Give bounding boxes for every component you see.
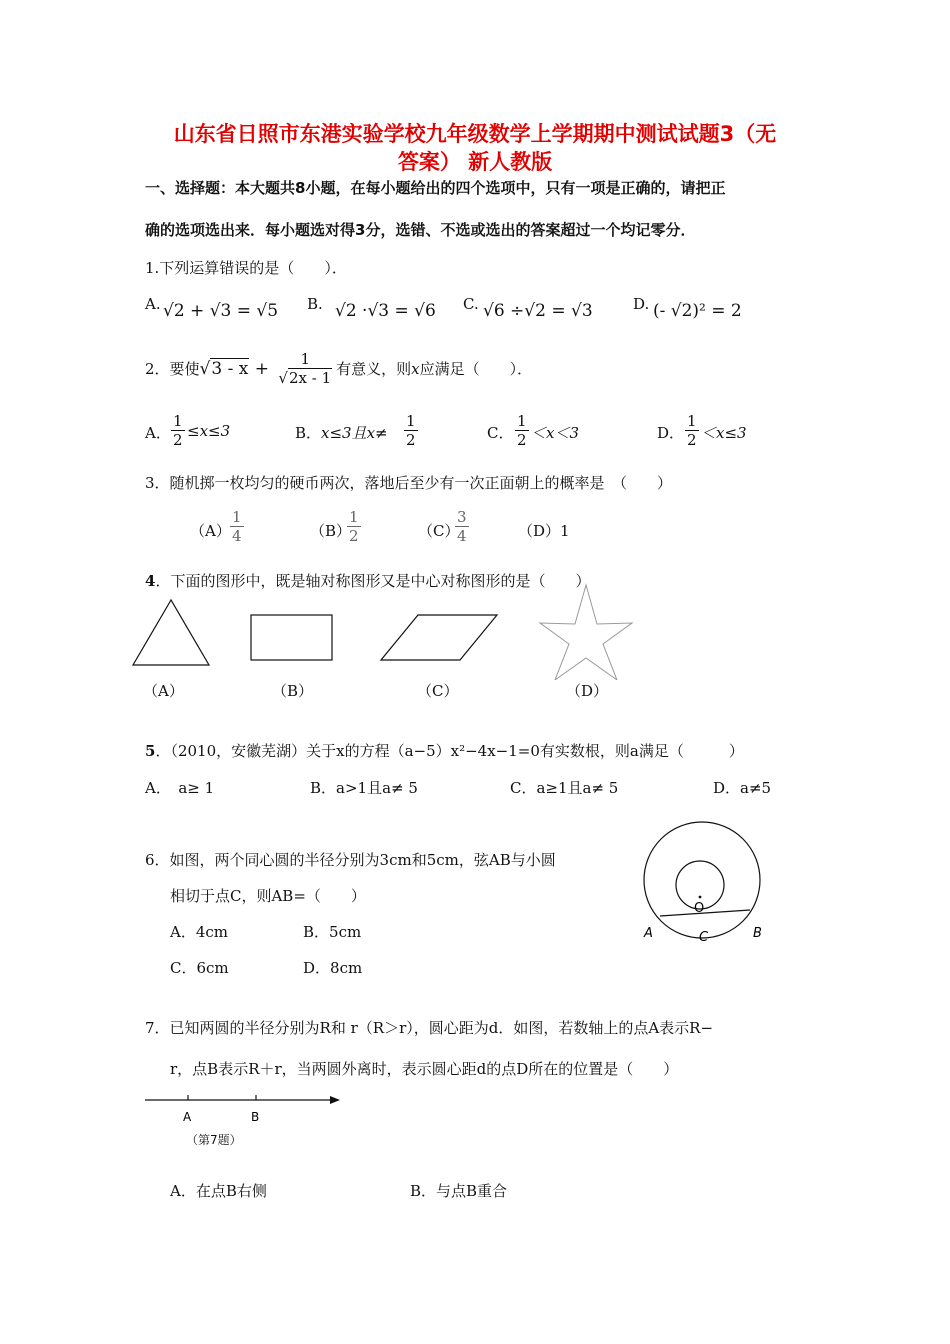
parallelogram-shape	[381, 615, 497, 660]
q3-option-c-frac	[455, 508, 469, 545]
q2-option-d-frac	[685, 412, 699, 449]
section-instructions-line2: 确的选项选出来．每小题选对得3分，选错、不选或选出的答案超过一个均记零分．	[145, 221, 696, 239]
q5-option-c: C．a≥1且a≠ 5	[510, 779, 619, 797]
q2-option-c-frac	[515, 412, 529, 449]
q6-option-a: A．4cm	[170, 923, 229, 941]
q2-b-num: 1	[406, 412, 416, 430]
q3-b-den: 2	[349, 527, 359, 545]
q5-text: ．（2010，安徽芜湖）关于x的方程（a−5）x²−4x−1=0有实数根，则a满足（ ）	[155, 742, 744, 760]
q2-radicand: 3 - x	[211, 359, 249, 379]
q2-option-c-rest: ＜x＜3	[531, 424, 580, 442]
question-7-line2: r，点B表示R＋r，当两圆外离时，表示圆心距d的点D所在的位置是（ ）	[170, 1060, 679, 1078]
question-6-line1: 6．如图，两个同心圆的半径分别为3cm和5cm，弦AB与小圆	[145, 851, 556, 869]
q3-a-den: 4	[232, 527, 242, 545]
q2-option-b-frac	[404, 412, 418, 449]
question-1-stem: 1.下列运算错误的是（ ）．	[145, 259, 347, 277]
q6-option-c: C．6cm	[170, 959, 229, 977]
q7-option-a: A．在点B右侧	[170, 1182, 267, 1200]
triangle-shape	[133, 600, 209, 665]
q1-option-b-label: B.	[307, 295, 323, 313]
q5-option-a: A． a≥ 1	[145, 779, 215, 797]
q2-option-a-label: A．	[145, 424, 171, 442]
q3-option-c-label: （C）	[418, 522, 460, 540]
q5-number: 5	[145, 742, 156, 760]
q2-a-den: 2	[173, 431, 183, 449]
q3-option-a-frac	[230, 508, 244, 545]
q2-pre: 2．要使	[145, 360, 200, 378]
q4-text: ．下面的图形中，既是轴对称图形又是中心对称图形的是（ ）	[155, 572, 591, 590]
figure-7-caption: （第7题）	[186, 1133, 242, 1147]
q1-option-a-expr: √2 + √3 = √5	[163, 301, 279, 321]
question-7-line1: 7．已知两圆的半径分别为R和 r（R＞r），圆心距为d．如图，若数轴上的点A表示R−	[145, 1019, 714, 1037]
axis-label-a: A	[183, 1110, 192, 1124]
chord-ab	[660, 910, 750, 916]
q2-c-num: 1	[517, 412, 527, 430]
question-2-stem	[145, 350, 532, 387]
q7-option-b: B．与点B重合	[410, 1182, 508, 1200]
q4-label-d: （D）	[566, 682, 609, 700]
document-title-line1: 山东省日照市东港实验学校九年级数学上学期期中测试试题3（无	[173, 122, 777, 146]
q2-option-b-text: x≤3且x≠	[321, 424, 388, 442]
q2-c-den: 2	[517, 431, 527, 449]
q2-option-a-frac	[171, 412, 185, 449]
q2-frac-num: 1	[300, 350, 311, 368]
label-b: B	[753, 926, 762, 941]
q4-label-b: （B）	[272, 682, 314, 700]
outer-circle	[644, 822, 760, 938]
q1-option-c-label: C.	[463, 295, 479, 313]
q5-option-d: D．a≠5	[713, 779, 772, 797]
axis-arrow	[330, 1096, 340, 1104]
q6-option-b: B．5cm	[303, 923, 362, 941]
label-c: C	[699, 930, 709, 945]
q1-option-d-label: D.	[633, 295, 650, 313]
rectangle-shape	[251, 615, 332, 660]
question-6-line2: 相切于点C，则AB=（ ）	[170, 887, 366, 905]
q1-option-b-expr: √2 ·√3 = √6	[335, 301, 436, 321]
q2-option-b-label: B．	[295, 424, 322, 442]
question-5-stem	[145, 740, 744, 761]
q2-fraction	[276, 350, 334, 387]
concentric-circles-figure	[630, 820, 790, 950]
question-4-figures	[0, 580, 950, 680]
q2-plus: +	[249, 358, 275, 379]
q3-option-d: （D）1	[518, 522, 570, 540]
question-3-options	[190, 508, 590, 554]
q2-option-a-rest: ≤x≤3	[187, 422, 231, 440]
q5-option-b: B．a>1且a≠ 5	[310, 779, 418, 797]
question-2-options	[145, 412, 785, 456]
q1-option-c-expr: √6 ÷√2 = √3	[483, 301, 593, 321]
q4-label-c: （C）	[417, 682, 459, 700]
q1-option-d-expr: (- √2)² = 2	[653, 301, 742, 321]
q4-label-a: （A）	[143, 682, 184, 700]
q2-post2: 应满足（ ）．	[419, 360, 533, 378]
q3-option-b-label: （B）	[310, 522, 352, 540]
q2-option-d-label: D．	[657, 424, 685, 442]
q4-number: 4	[145, 572, 156, 590]
q3-option-b-frac	[347, 508, 361, 545]
q2-sqrt-symbol: √	[199, 358, 211, 379]
q3-c-num: 3	[457, 508, 467, 526]
q6-option-d: D．8cm	[303, 959, 363, 977]
q2-frac-den-wrap: √2x - 1	[278, 369, 332, 387]
q3-c-den: 4	[457, 527, 467, 545]
label-a: A	[644, 926, 653, 941]
star-shape	[540, 585, 632, 680]
label-o: O	[694, 901, 705, 916]
q2-var: x	[411, 359, 420, 378]
axis-label-b: B	[251, 1110, 260, 1124]
q2-post: 有意义，则	[336, 360, 412, 378]
q2-frac-den: 2x - 1	[288, 369, 332, 387]
q2-b-den: 2	[406, 431, 416, 449]
q3-a-num: 1	[232, 508, 242, 526]
q1-option-a-label: A.	[145, 295, 161, 313]
question-3-stem: 3．随机掷一枚均匀的硬币两次，落地后至少有一次正面朝上的概率是 （ ）	[145, 474, 673, 492]
center-dot	[699, 896, 702, 899]
q2-a-num: 1	[173, 412, 183, 430]
q2-d-den: 2	[687, 431, 697, 449]
number-axis-figure	[140, 1088, 360, 1128]
q2-option-c-label: C．	[487, 424, 514, 442]
document-title-line2: 答案） 新人教版	[397, 150, 553, 174]
q3-option-a-label: （A）	[190, 522, 231, 540]
q2-option-d-rest: ＜x≤3	[701, 424, 747, 442]
q2-d-num: 1	[687, 412, 697, 430]
q3-b-num: 1	[349, 508, 359, 526]
section-instructions-line1: 一、选择题：本大题共8小题，在每小题给出的四个选项中，只有一项是正确的，请把正	[145, 179, 726, 197]
